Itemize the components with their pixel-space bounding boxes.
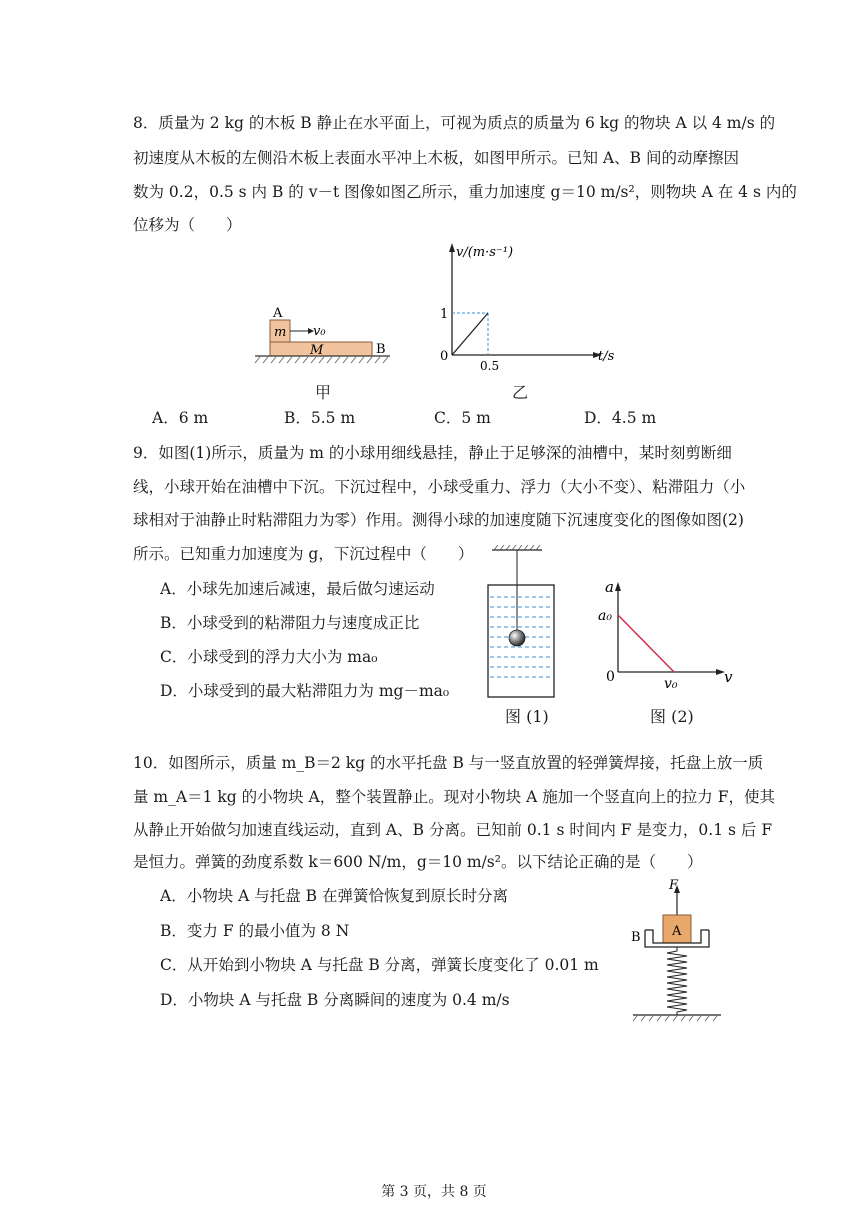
- q8-option-a[interactable]: A．6 m: [152, 409, 209, 427]
- q9-line-3: 球相对于油静止时粘滞阻力为零）作用。测得小球的加速度随下沉速度变化的图像如图(2): [133, 511, 744, 529]
- q8-option-b[interactable]: B．5.5 m: [284, 409, 356, 427]
- q10-option-a[interactable]: A．小物块 A 与托盘 B 在弹簧恰恢复到原长时分离: [160, 887, 508, 905]
- q10-line-3: 从静止开始做匀加速直线运动，直到 A、B 分离。已知前 0.1 s 时间内 F 是变力，0.1 s 后 F: [133, 821, 773, 839]
- origin: 0: [606, 669, 615, 685]
- caption-jia: 甲: [315, 383, 332, 402]
- ground-hatch: [633, 1016, 717, 1021]
- q9-line-2: 线，小球开始在油槽中下沉。下沉过程中，小球受重力、浮力（大小不变）、粘滞阻力（小: [133, 478, 746, 496]
- page-footer: 第 3 页，共 8 页: [381, 1184, 487, 1200]
- figure-a-v-graph: [590, 575, 740, 695]
- q8-line-2: 初速度从木板的左侧沿木板上表面水平冲上木板，如图甲所示。已知 A、B 间的动摩擦因: [133, 149, 739, 167]
- q8-line-1: 8．质量为 2 kg 的木板 B 静止在水平面上，可视为质点的质量为 6 kg 的物块 A 以 4 m/s 的: [133, 114, 776, 132]
- q10-line-2: 量 m_A＝1 kg 的小物块 A，整个装置静止。现对小物块 A 施加一个竖直向上的拉力 F，使其: [133, 788, 775, 806]
- q8-option-d[interactable]: D．4.5 m: [584, 409, 657, 427]
- x-tick-05: 0.5: [480, 359, 500, 372]
- q10-option-b[interactable]: B．变力 F 的最小值为 8 N: [160, 922, 350, 940]
- label-b: B: [376, 342, 386, 357]
- spring: [667, 947, 687, 1015]
- label-v0: v₀: [313, 324, 326, 339]
- y-tick-1: 1: [440, 307, 449, 322]
- ylabel-a: a: [605, 578, 614, 596]
- q9-line-4: 所示。已知重力加速度为 g，下沉过程中（ ）: [133, 545, 474, 563]
- label-m: m: [274, 325, 287, 340]
- label-a: A: [672, 924, 682, 939]
- q10-line-1: 10．如图所示，质量 m_B＝2 kg 的水平托盘 B 与一竖直放置的轻弹簧焊接，托盘上放一质: [133, 754, 764, 772]
- figure-jia: [250, 300, 410, 372]
- label-M: M: [310, 343, 324, 358]
- q9-option-b[interactable]: B．小球受到的粘滞阻力与速度成正比: [160, 614, 420, 632]
- caption-fig2: 图 (2): [650, 707, 694, 726]
- q8-option-c[interactable]: C．5 m: [434, 409, 491, 427]
- x-tick-v0: v₀: [664, 676, 678, 692]
- figure-oil-tank: [480, 545, 560, 705]
- label-b: B: [631, 930, 641, 945]
- xlabel-v: v: [724, 668, 733, 686]
- q10-option-c[interactable]: C．从开始到小物块 A 与托盘 B 分离，弹簧长度变化了 0.01 m: [160, 956, 599, 974]
- ball: [509, 630, 525, 646]
- a-v-line: [618, 615, 674, 672]
- ceiling-hatch: [494, 545, 540, 550]
- q9-option-d[interactable]: D．小球受到的最大粘滞阻力为 mg－ma₀: [160, 682, 450, 700]
- figure-spring-tray: [625, 875, 725, 1023]
- q9-line-1: 9．如图(1)所示，质量为 m 的小球用细线悬挂，静止于足够深的油槽中，某时刻剪断细: [133, 444, 732, 462]
- y-tick-a0: a₀: [598, 608, 612, 624]
- q10-line-4: 是恒力。弹簧的劲度系数 k＝600 N/m，g＝10 m/s²。以下结论正确的是（ ）: [133, 853, 703, 871]
- q9-option-c[interactable]: C．小球受到的浮力大小为 ma₀: [160, 648, 378, 666]
- label-f: F: [669, 878, 679, 893]
- q9-option-a[interactable]: A．小球先加速后减速，最后做匀速运动: [160, 580, 435, 598]
- q8-line-3: 数为 0.2，0.5 s 内 B 的 v－t 图像如图乙所示，重力加速度 g＝10 m/s²，则物块 A 在 4 s 内的: [133, 183, 797, 201]
- q10-option-d[interactable]: D．小物块 A 与托盘 B 分离瞬间的速度为 0.4 m/s: [160, 991, 510, 1009]
- ylabel: v/(m·s⁻¹): [456, 245, 514, 260]
- xlabel: t/s: [598, 349, 615, 364]
- vt-line: [452, 313, 488, 355]
- figure-yi: [410, 240, 620, 372]
- origin: 0: [440, 349, 449, 364]
- caption-fig1: 图 (1): [505, 707, 549, 726]
- q8-line-4: 位移为（ ）: [133, 216, 242, 234]
- caption-yi: 乙: [512, 383, 529, 402]
- label-a: A: [273, 306, 283, 321]
